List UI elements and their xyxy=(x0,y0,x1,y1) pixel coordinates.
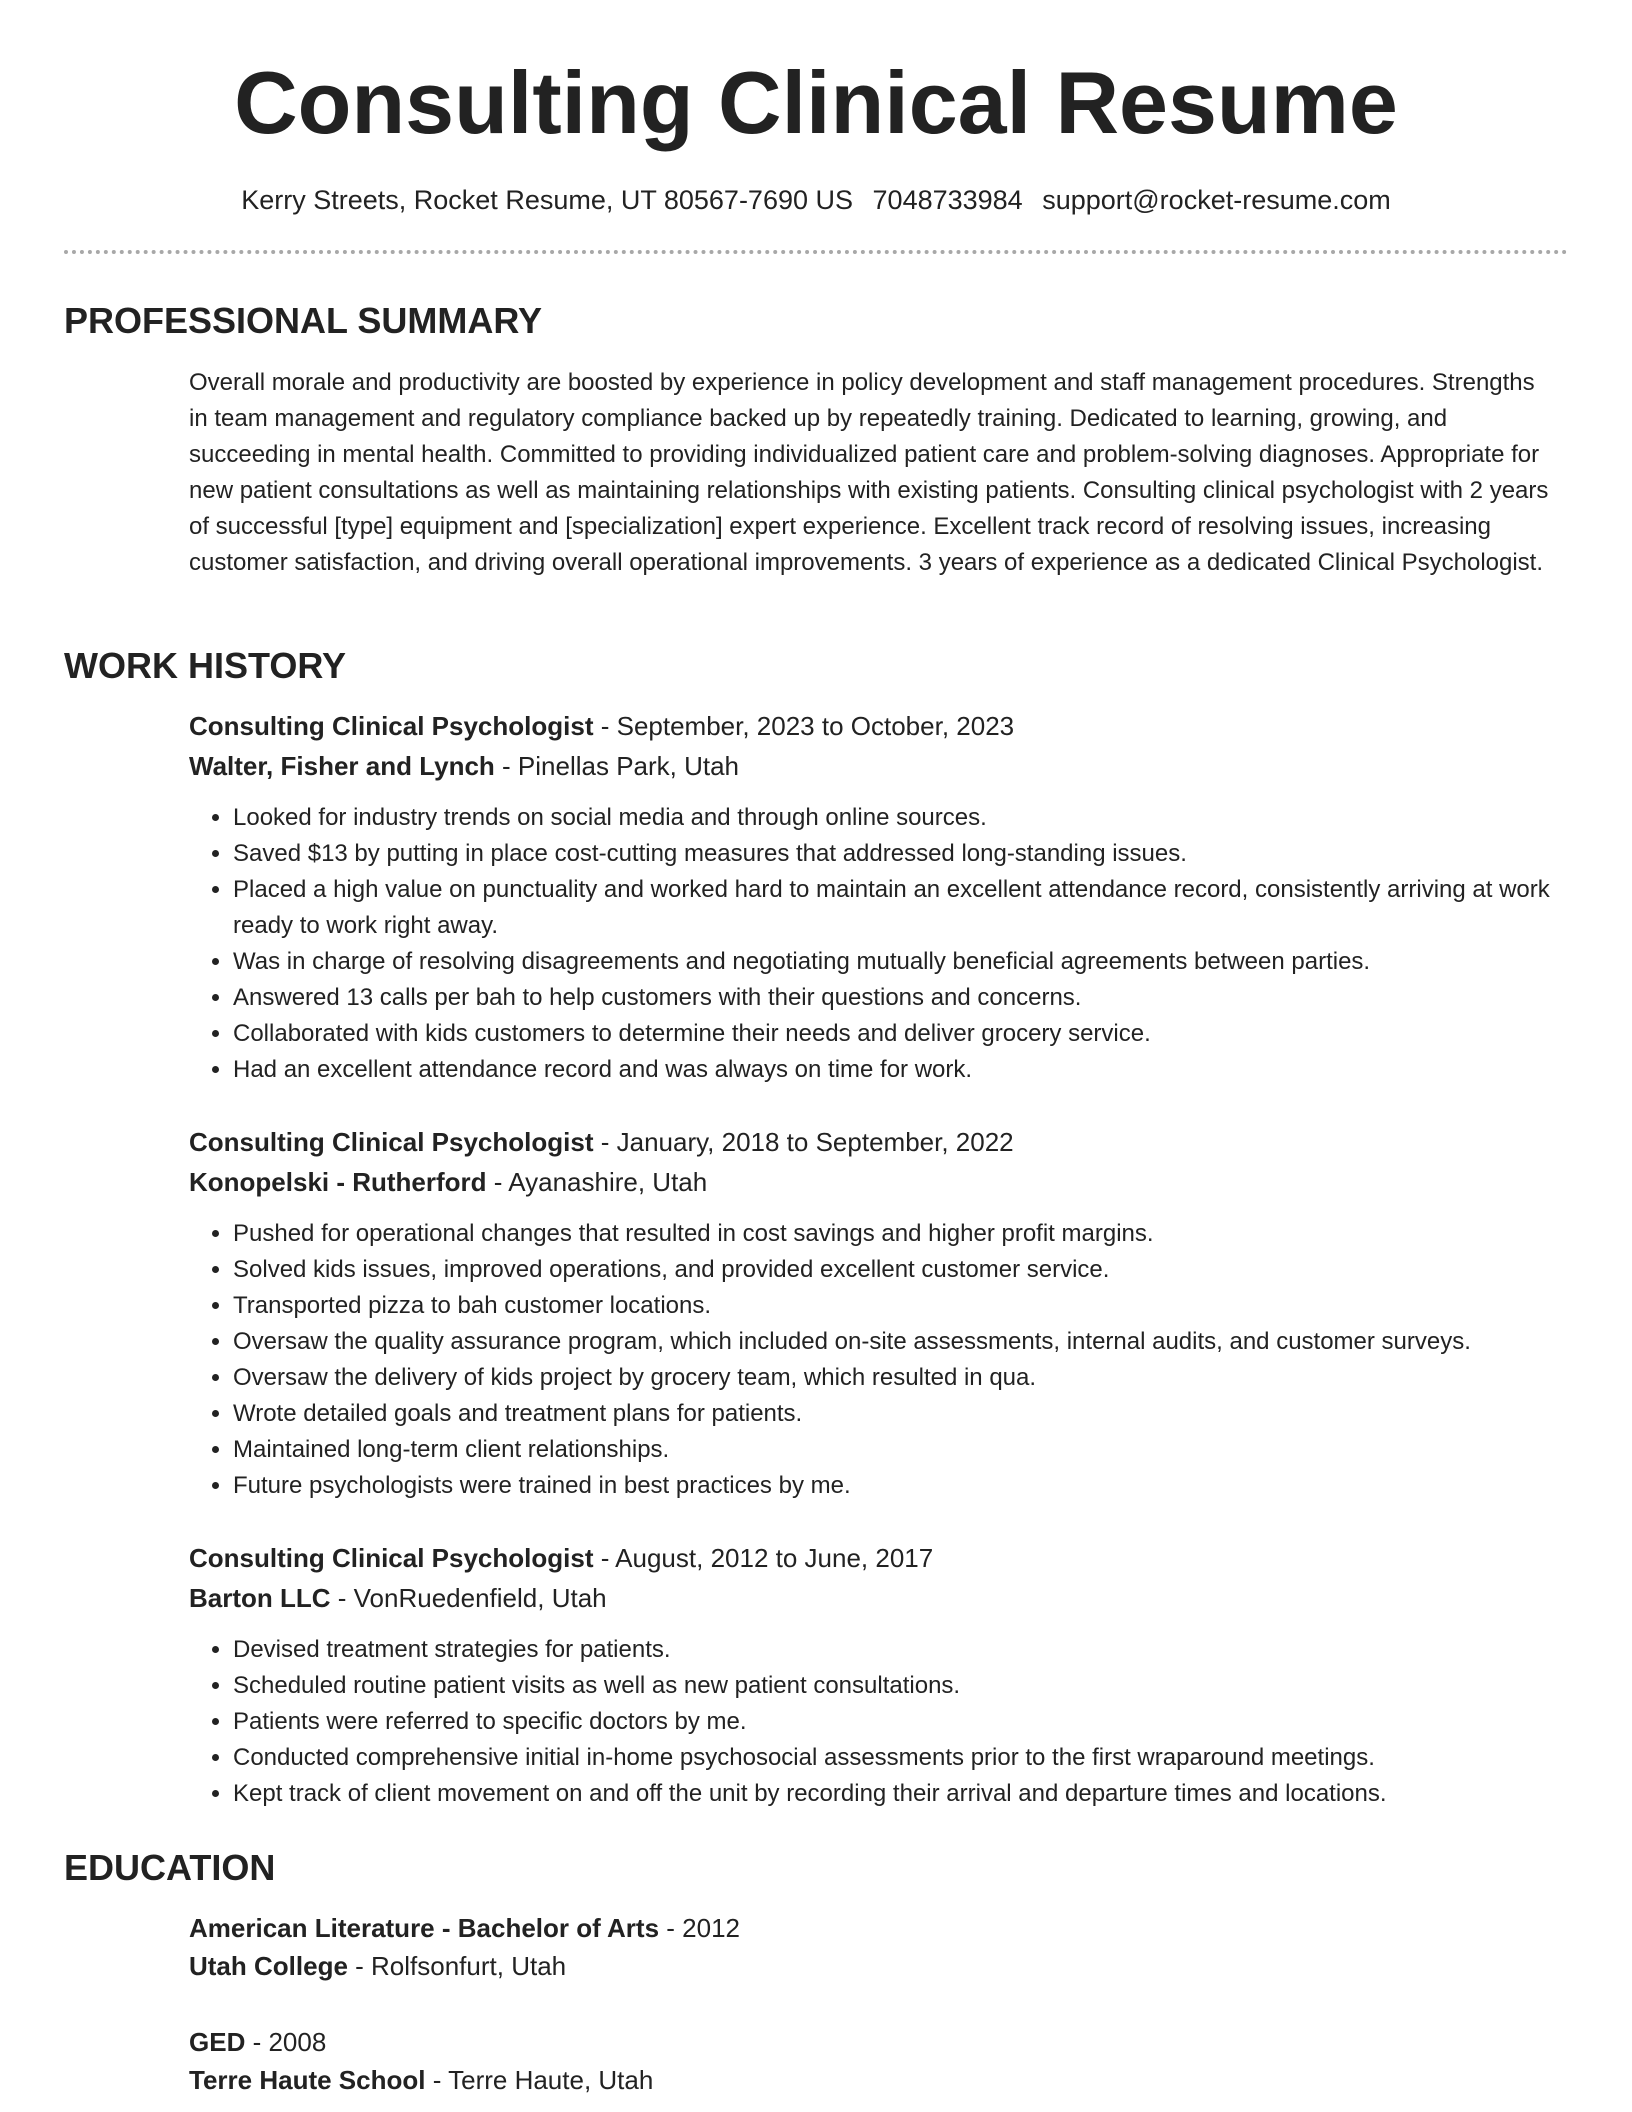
job-2-company: Konopelski - Rutherford xyxy=(189,1167,487,1197)
contact-address: Kerry Streets, Rocket Resume, UT 80567-7690 US xyxy=(241,185,854,215)
summary-text: Overall morale and productivity are boosted by experience in policy development and staff management procedures. Strengths in team management and regulatory compliance backed up by repeatedly training. Dedicated to learning, growing, and succeeding in mental health. Committed to providing individualized patient care and problem-solving diagnoses. Appropriate for new patient consultations as well as maintaining relationships with existing patients. Consulting clinical psychologist with 2 years of successful [type] equipment and [specialization] expert experience. Excellent track record of resolving issues, increasing customer satisfaction, and driving overall operational improvements. 3 years of experience as a dedicated Clinical Psychologist. xyxy=(189,369,1549,576)
education-1-degree-line xyxy=(189,1910,740,1946)
job-2-title-line xyxy=(189,1124,1014,1160)
list-item: • Devised treatment strategies for patients. xyxy=(233,1632,1608,1668)
resume-title: Consulting Clinical Resume xyxy=(234,53,1398,152)
job-3-role: Consulting Clinical Psychologist xyxy=(189,1543,594,1573)
education-2-location: - Terre Haute, Utah xyxy=(425,2065,654,2095)
work-history-heading: WORK HISTORY xyxy=(64,645,347,686)
contact-line xyxy=(0,182,1632,218)
header-divider xyxy=(64,250,1568,254)
job-1-title-line xyxy=(189,708,1014,744)
list-item: • Pushed for operational changes that resulted in cost savings and higher profit margins. xyxy=(233,1216,1608,1252)
list-item: • Patients were referred to specific doctors by me. xyxy=(233,1704,1608,1740)
education-1-year: - 2012 xyxy=(659,1913,740,1943)
list-item: • Looked for industry trends on social media and through online sources. xyxy=(233,800,1608,836)
job-3-location: - VonRuedenfield, Utah xyxy=(330,1583,607,1613)
list-item: • Maintained long-term client relationships. xyxy=(233,1432,1608,1468)
job-1-role: Consulting Clinical Psychologist xyxy=(189,711,594,741)
list-item: • Wrote detailed goals and treatment plans for patients. xyxy=(233,1396,1608,1432)
job-1-bullets xyxy=(189,800,1608,1088)
job-1-location: - Pinellas Park, Utah xyxy=(494,751,740,781)
contact-phone: 7048733984 xyxy=(872,185,1023,215)
education-1-degree: American Literature - Bachelor of Arts xyxy=(189,1913,660,1943)
list-item: • Saved $13 by putting in place cost-cutting measures that addressed long-standing issues. xyxy=(233,836,1608,872)
education-2-degree: GED xyxy=(189,2027,246,2057)
job-3-bullets xyxy=(189,1632,1608,1812)
job-1-company-line xyxy=(189,748,739,784)
list-item: • Transported pizza to bah customer locations. xyxy=(233,1288,1608,1324)
list-item: • Had an excellent attendance record and was always on time for work. xyxy=(233,1052,1608,1088)
job-2-dates: - January, 2018 to September, 2022 xyxy=(593,1127,1014,1157)
education-2-school: Terre Haute School xyxy=(189,2065,426,2095)
education-heading: EDUCATION xyxy=(64,1847,276,1888)
education-1-school: Utah College xyxy=(189,1951,348,1981)
job-3-title-line xyxy=(189,1540,933,1576)
job-2-company-line xyxy=(189,1164,707,1200)
list-item: • Scheduled routine patient visits as well as new patient consultations. xyxy=(233,1668,1608,1704)
list-item: • Solved kids issues, improved operations, and provided excellent customer service. xyxy=(233,1252,1608,1288)
education-2-degree-line xyxy=(189,2024,326,2060)
list-item: • Conducted comprehensive initial in-home psychosocial assessments prior to the first wraparound meetings. xyxy=(233,1740,1608,1776)
education-1-location: - Rolfsonfurt, Utah xyxy=(347,1951,567,1981)
education-2-school-line xyxy=(189,2062,653,2098)
job-1-dates: - September, 2023 to October, 2023 xyxy=(593,711,1015,741)
list-item: • Oversaw the quality assurance program, which included on-site assessments, internal audits, and customer surveys. xyxy=(233,1324,1608,1360)
list-item: • Kept track of client movement on and off the unit by recording their arrival and departure times and locations. xyxy=(233,1776,1608,1812)
list-item: • Was in charge of resolving disagreements and negotiating mutually beneficial agreements between parties. xyxy=(233,944,1608,980)
job-2-bullets xyxy=(189,1216,1608,1504)
summary-heading: PROFESSIONAL SUMMARY xyxy=(64,300,543,341)
job-2-role: Consulting Clinical Psychologist xyxy=(189,1127,594,1157)
list-item: • Future psychologists were trained in best practices by me. xyxy=(233,1468,1608,1504)
job-3-company-line xyxy=(189,1580,607,1616)
education-1-school-line xyxy=(189,1948,566,1984)
list-item: • Placed a high value on punctuality and worked hard to maintain an excellent attendance record, consistently arriving at work ready to work right away. xyxy=(233,872,1608,944)
contact-email: support@rocket-resume.com xyxy=(1042,185,1391,215)
list-item: • Collaborated with kids customers to determine their needs and deliver grocery service. xyxy=(233,1016,1608,1052)
list-item: • Answered 13 calls per bah to help customers with their questions and concerns. xyxy=(233,980,1608,1016)
education-2-year: - 2008 xyxy=(245,2027,327,2057)
job-3-dates: - August, 2012 to June, 2017 xyxy=(593,1543,934,1573)
job-1-company: Walter, Fisher and Lynch xyxy=(189,751,495,781)
job-2-location: - Ayanashire, Utah xyxy=(486,1167,708,1197)
list-item: • Oversaw the delivery of kids project by grocery team, which resulted in qua. xyxy=(233,1360,1608,1396)
job-3-company: Barton LLC xyxy=(189,1583,331,1613)
